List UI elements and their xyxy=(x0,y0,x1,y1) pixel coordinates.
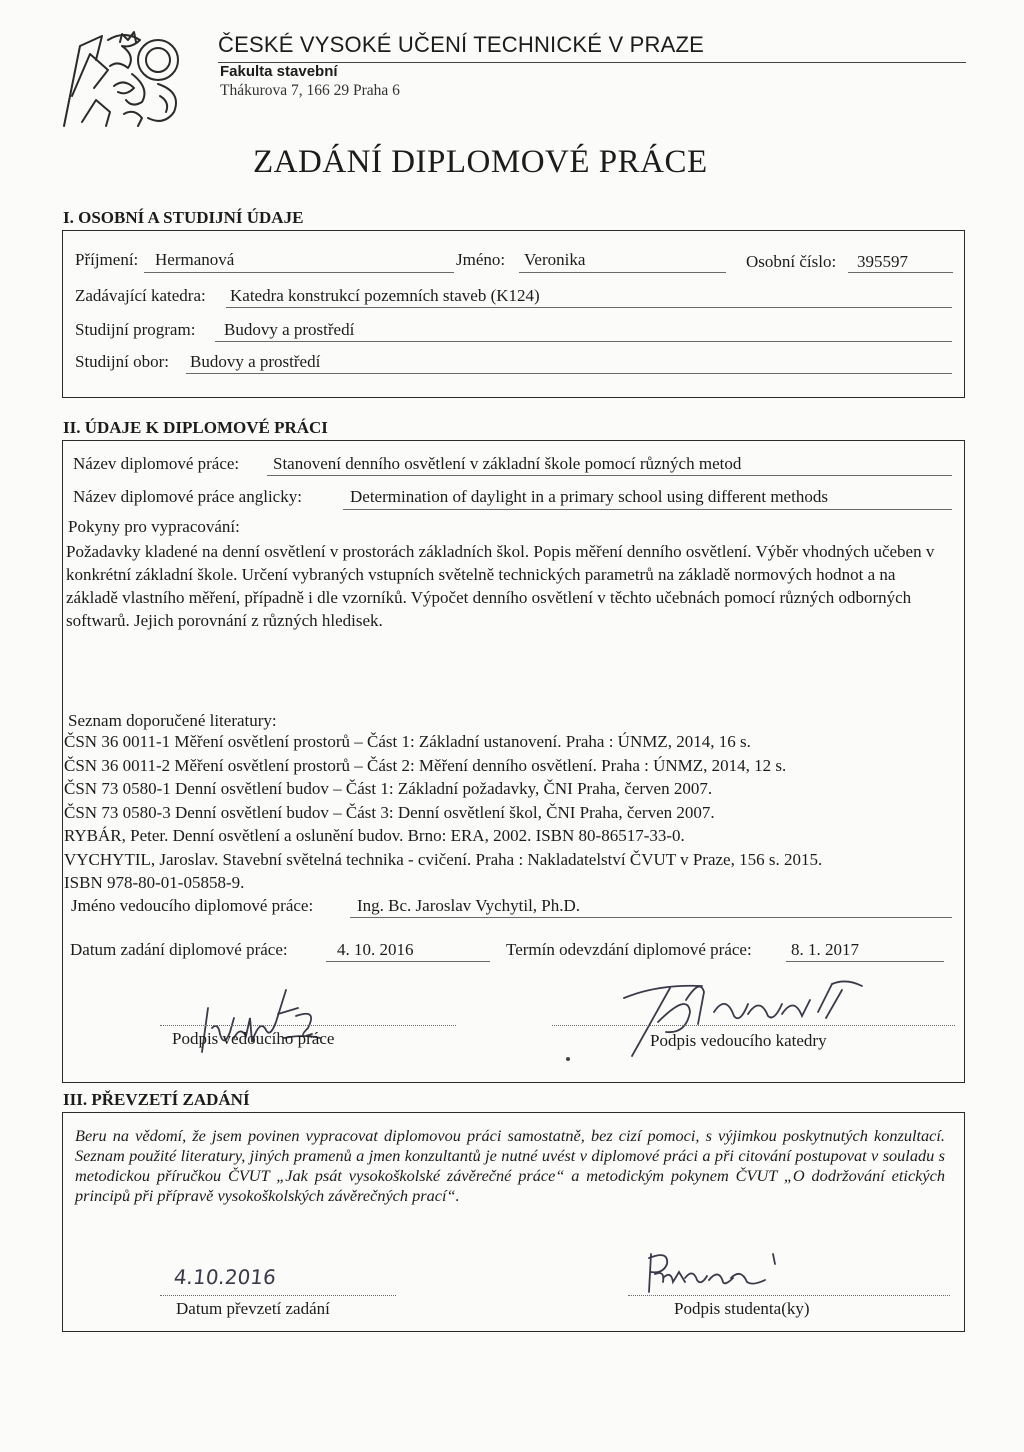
instructions-label: Pokyny pro vypracování: xyxy=(68,517,240,536)
surname-label: Příjmení: xyxy=(75,250,139,269)
student-signature-line xyxy=(628,1295,950,1296)
page-title: ZADÁNÍ DIPLOMOVÉ PRÁCE xyxy=(253,144,708,180)
statement-text: Beru na vědomí, že jsem povinen vypracovat diplomovou práci samostatně, bez cizí pomoci, s výjimkou poskytnutých konzultací. Seznam použité literatury, jiných pramenů a jmen konzultantů je nutné uvést v diplomové práci a při citování postupovat v souladu s metodickou příručkou ČVUT „Jak psát vysokoškolské závěrečné práce“ a metodickým pokynem ČVUT „O dodržování etických principů při přípravě vysokoškolských závěrečných prací“. xyxy=(75,1126,945,1205)
instructions-text: Požadavky kladené na denní osvětlení v prostorách základních škol. Popis měření denního osvětlení. Výběr vhodných učeben v konkrétní základní škole. Určení vybraných vstupních světelně technických parametrů na základě normových hodnot a na základě vlastního měření, případně i dle vzorníků. Výpočet denního osvětlení v těchto učebnách pomocí různých odborných softwarů. Jejich porovnání z různých hledisek. xyxy=(66,542,935,630)
thesis-name-line xyxy=(267,475,952,476)
literature-list xyxy=(64,730,954,895)
supervisor-label: Jméno vedoucího diplomové práce: xyxy=(71,896,314,915)
literature-item: RYBÁR, Peter. Denní osvětlení a oslunění budov. Brno: ERA, 2002. ISBN 80-86517-33-0. xyxy=(64,826,685,845)
department-label: Zadávající katedra: xyxy=(75,286,206,305)
field-label: Studijní obor: xyxy=(75,352,169,371)
program-label: Studijní program: xyxy=(75,320,196,339)
assigned-date-label: Datum zadání diplomové práce: xyxy=(70,940,288,959)
section-2-heading: II. ÚDAJE K DIPLOMOVÉ PRÁCI xyxy=(63,418,328,437)
supervisor-signature-label: Podpis vedoucího práce xyxy=(172,1029,335,1048)
student-signature-label: Podpis studenta(ky) xyxy=(674,1299,810,1318)
program-value: Budovy a prostředí xyxy=(224,320,355,339)
thesis-name-value: Stanovení denního osvětlení v základní škole pomocí různých metod xyxy=(273,454,742,473)
date-received-label: Datum převzetí zadání xyxy=(176,1299,330,1318)
section-3-heading: III. PŘEVZETÍ ZADÁNÍ xyxy=(63,1090,250,1109)
name-line xyxy=(519,272,726,273)
literature-item: ISBN 978-80-01-05858-9. xyxy=(64,873,245,892)
department-line xyxy=(226,307,952,308)
surname-value: Hermanová xyxy=(155,250,235,269)
date-line xyxy=(160,1295,396,1296)
literature-label: Seznam doporučené literatury: xyxy=(68,711,277,730)
student-signature xyxy=(645,1248,795,1300)
thesis-name-en-line xyxy=(343,509,952,510)
literature-item: ČSN 73 0580-3 Denní osvětlení budov – Část 3: Denní osvětlení škol, ČNI Praha, červen 2007. xyxy=(64,802,715,822)
head-signature-label: Podpis vedoucího katedry xyxy=(650,1031,827,1050)
personal-no-label: Osobní číslo: xyxy=(746,252,837,271)
ink-dot xyxy=(566,1057,570,1061)
thesis-name-label: Název diplomové práce: xyxy=(73,454,240,473)
head-signature-line xyxy=(552,1025,955,1026)
cvut-logo xyxy=(62,30,188,128)
deadline-value: 8. 1. 2017 xyxy=(791,940,859,959)
surname-line xyxy=(144,272,454,273)
deadline-line xyxy=(786,961,944,962)
field-line xyxy=(186,373,952,374)
faculty-address: Thákurova 7, 166 29 Praha 6 xyxy=(220,82,400,99)
literature-item: VYCHYTIL, Jaroslav. Stavební světelná technika - cvičení. Praha : Nakladatelství ČVUT v Praze, 156 s. 2015. xyxy=(64,849,823,869)
program-line xyxy=(215,341,952,342)
department-value: Katedra konstrukcí pozemních staveb (K124) xyxy=(230,286,540,305)
literature-item: ČSN 73 0580-1 Denní osvětlení budov – Část 1: Základní požadavky, ČNI Praha, červen 2007. xyxy=(64,779,713,798)
assigned-date-line xyxy=(326,961,490,962)
faculty-name: Fakulta stavební xyxy=(220,63,338,80)
supervisor-signature-line xyxy=(160,1025,456,1026)
literature-item: ČSN 36 0011-2 Měření osvětlení prostorů – Část 2: Měření denního osvětlení. Praha : ÚNMZ, 2014, 12 s. xyxy=(64,755,787,775)
supervisor-line xyxy=(350,917,952,918)
deadline-label: Termín odevzdání diplomové práce: xyxy=(506,940,752,959)
name-value: Veronika xyxy=(524,250,586,269)
personal-no-value: 395597 xyxy=(857,252,908,271)
university-name: ČESKÉ VYSOKÉ UČENÍ TECHNICKÉ V PRAZE xyxy=(218,32,705,57)
thesis-name-en-value: Determination of daylight in a primary school using different methods xyxy=(350,487,828,506)
field-value: Budovy a prostředí xyxy=(190,352,321,371)
section-1-heading: I. OSOBNÍ A STUDIJNÍ ÚDAJE xyxy=(63,208,304,227)
handwritten-date: 4.10.2016 xyxy=(172,1265,278,1289)
thesis-name-en-label: Název diplomové práce anglicky: xyxy=(73,487,302,506)
name-label: Jméno: xyxy=(456,250,506,269)
supervisor-value: Ing. Bc. Jaroslav Vychytil, Ph.D. xyxy=(357,896,581,915)
personal-no-line xyxy=(848,272,953,273)
literature-item: ČSN 36 0011-1 Měření osvětlení prostorů – Část 1: Základní ustanovení. Praha : ÚNMZ, 2014, 16 s. xyxy=(64,732,751,751)
assigned-date-value: 4. 10. 2016 xyxy=(337,940,414,959)
